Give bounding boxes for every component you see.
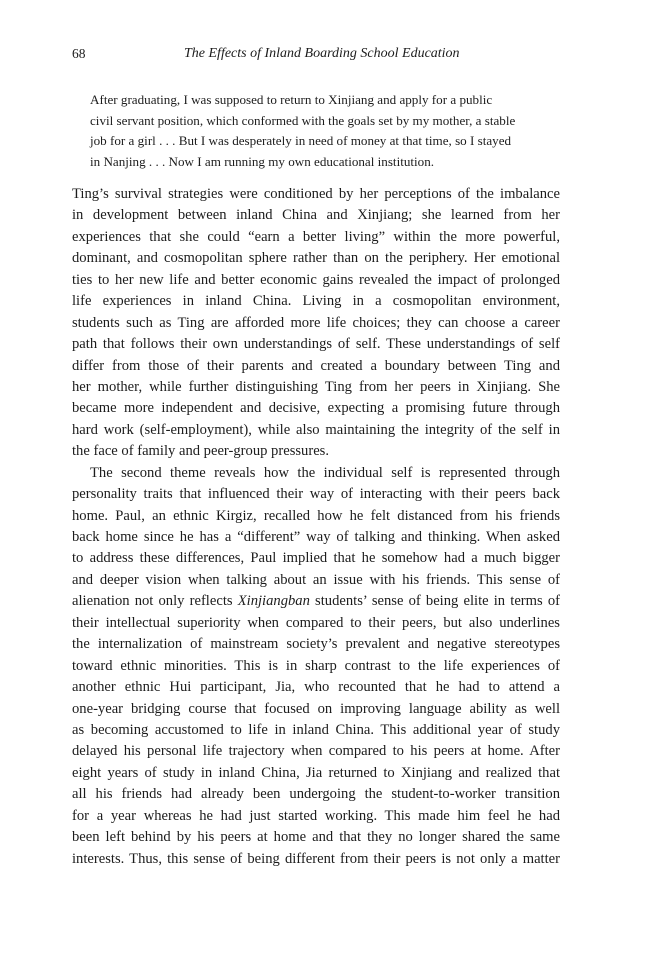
paragraph-2 <box>72 463 560 870</box>
text-line: her mother, while further distinguishing Ting from her peers in Xinjiang. She <box>72 378 560 395</box>
text-line: home. Paul, an ethnic Kirgiz, recalled how he felt distanced from his friends <box>72 507 560 524</box>
text-line: one-year bridging course that focused on improving language ability as well <box>72 700 560 717</box>
text-line: delayed his personal life trajectory when compared to his peers at home. After <box>72 743 560 760</box>
text-line: personality traits that influenced their way of interacting with their peers back <box>72 486 560 503</box>
page-header <box>72 46 580 68</box>
text-line: Ting’s survival strategies were conditioned by her perceptions of the imbalance <box>72 186 560 202</box>
text-line: for a year whereas he had just started working. This made him feel he had <box>72 807 560 824</box>
quote-line: civil servant position, which conformed with the goals set by my mother, a stable <box>90 112 516 128</box>
text-line: ties to her new life and better economic gains revealed the impact of prolonged <box>72 271 560 288</box>
text-segment: students’ sense of being elite in terms of <box>309 593 561 610</box>
text-line: path that follows their own understandings of self. These understandings of self <box>72 336 560 353</box>
text-line: experiences that she could “earn a better living” within the more powerful, <box>72 228 560 245</box>
text-line: as becoming accustomed to life in inland China. This additional year of study <box>72 721 560 738</box>
text-line: back home since he has a “different” way of talking and thinking. When asked <box>72 529 560 545</box>
italic-term: Xinjiangban <box>237 593 310 610</box>
text-line: dominant, and cosmopolitan sphere rather than on the periphery. Her emotional <box>72 250 560 267</box>
quote-line: job for a girl . . . But I was desperately in need of money at that time, so I stayed <box>90 133 512 148</box>
text-line: another ethnic Hui participant, Jia, who recounted that he had to attend a <box>72 679 560 696</box>
text-line: life experiences in inland China. Living in a cosmopolitan environment, <box>72 293 560 310</box>
text-segment: alienation not only reflects <box>72 593 238 610</box>
text-line: the face of family and peer-group pressures. <box>72 443 330 460</box>
text-line: interests. Thus, this sense of being different from their peers is not only a matter <box>72 850 560 867</box>
paragraph-1 <box>72 184 560 463</box>
quote-line: in Nanjing . . . Now I am running my own educational institution. <box>90 153 435 169</box>
text-line: to address these differences, Paul implied that he somehow had a much bigger <box>72 550 560 567</box>
text-line: became more independent and decisive, expecting a promising future through <box>72 400 560 417</box>
text-line: eight years of study in inland China, Jia returned to Xinjiang and realized that <box>72 764 560 781</box>
text-line: in development between inland China and Xinjiang; she learned from her <box>72 207 560 224</box>
text-line: hard work (self-employment), while also maintaining the integrity of the self in <box>72 421 560 438</box>
text-line: all his friends had already been undergoing the student-to-worker transition <box>72 786 560 803</box>
text-line: differ from those of their parents and created a boundary between Ting and <box>72 357 560 374</box>
quote-line: After graduating, I was supposed to return to Xinjiang and apply for a public <box>90 92 493 107</box>
text-line: toward ethnic minorities. This is in sharp contrast to the life experiences of <box>72 657 560 674</box>
running-head: The Effects of Inland Boarding School Education <box>184 46 460 61</box>
body-text <box>72 184 560 870</box>
text-line: their intellectual superiority when compared to their peers, but also underlines <box>72 614 560 631</box>
text-line: The second theme reveals how the individual self is represented through <box>90 464 560 481</box>
text-line: the internalization of mainstream society’s prevalent and negative stereotypes <box>72 636 560 653</box>
text-line: students such as Ting are afforded more life choices; they can choose a career <box>72 314 560 331</box>
text-line: been left behind by his peers at home and that they no longer shared the same <box>72 829 560 846</box>
block-quote <box>90 90 548 172</box>
page-number: 68 <box>72 46 86 61</box>
text-line-with-italic <box>72 591 560 612</box>
text-line: and deeper vision when talking about an issue with his friends. This sense of <box>72 571 560 588</box>
